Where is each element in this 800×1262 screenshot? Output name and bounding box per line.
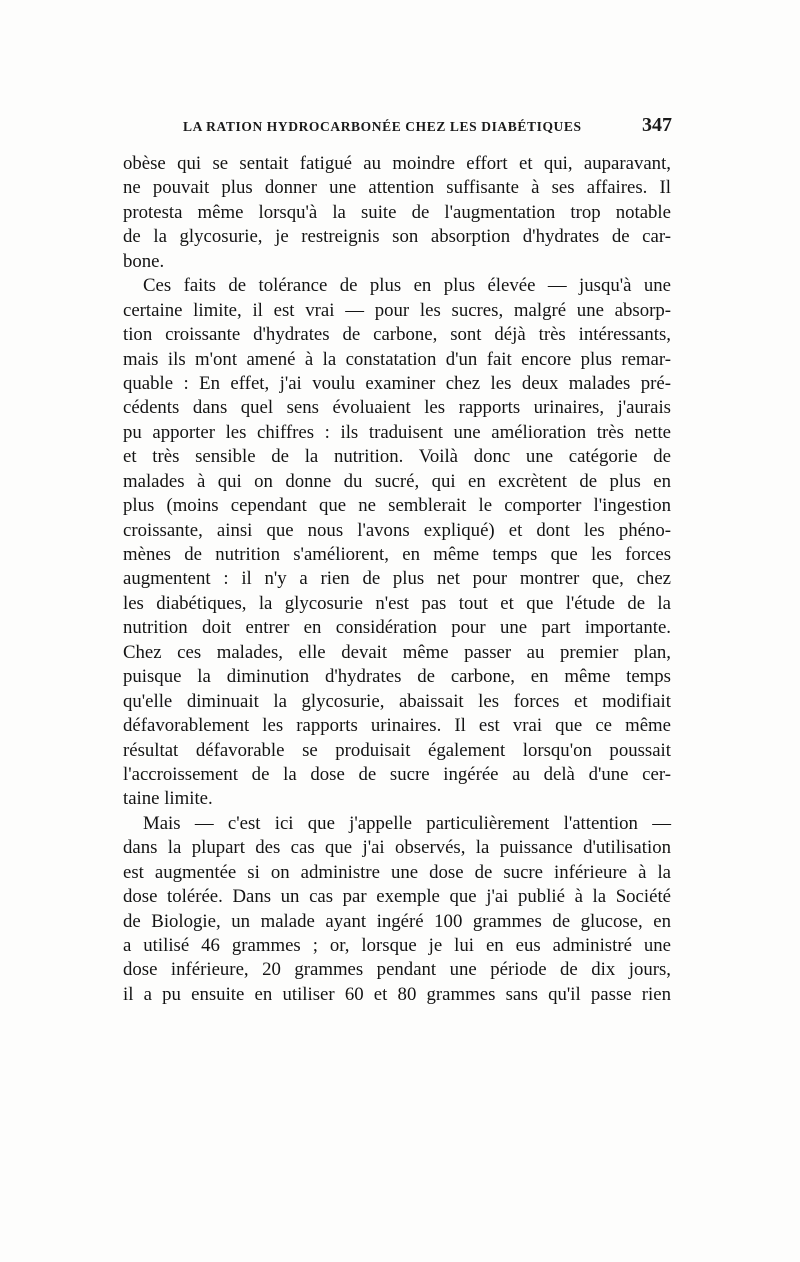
text-line: bone. (123, 250, 165, 272)
text-line: obèse qui se sentait fatigué au moindre effort et qui, auparavant, (123, 153, 671, 174)
text-line: nutrition doit entrer en considération pour une part importante. (123, 617, 671, 639)
text-line: dose tolérée. Dans un cas par exemple que j'ai publié à la Société (123, 886, 671, 908)
text-line: a utilisé 46 grammes ; or, lorsque je lui en eus administré une (123, 935, 671, 956)
text-line: mais ils m'ont amené à la constatation d'un fait encore plus remar- (123, 348, 671, 370)
text-line: plus (moins cependant que ne semblerait le comporter l'ingestion (123, 495, 671, 517)
text-line: dose inférieure, 20 grammes pendant une période de dix jours, (123, 959, 671, 981)
text-line: l'accroissement de la dose de sucre ingérée au delà d'une cer- (123, 763, 671, 785)
text-line: Chez ces malades, elle devait même passer au premier plan, (123, 641, 671, 663)
text-line: les diabétiques, la glycosurie n'est pas tout et que l'étude de la (123, 592, 671, 614)
text-line: taine limite. (123, 788, 213, 810)
text-line: qu'elle diminuait la glycosurie, abaissait les forces et modifiait (123, 690, 671, 712)
body-text (123, 152, 671, 1007)
text-line: il a pu ensuite en utiliser 60 et 80 grammes sans qu'il passe rien (123, 983, 671, 1005)
text-line: et très sensible de la nutrition. Voilà donc une catégorie de (123, 446, 671, 468)
text-line: défavorablement les rapports urinaires. Il est vrai que ce même (123, 715, 671, 737)
text-line: protesta même lorsqu'à la suite de l'augmentation trop notable (123, 201, 671, 223)
text-line: Ces faits de tolérance de plus en plus élevée — jusqu'à une (143, 275, 671, 297)
text-line: augmentent : il n'y a rien de plus net pour montrer que, chez (123, 568, 671, 590)
running-head (177, 112, 672, 136)
text-line: ne pouvait plus donner une attention suffisante à ses affaires. Il (123, 177, 671, 199)
text-line: résultat défavorable se produisait également lorsqu'on poussait (123, 739, 671, 761)
text-line: dans la plupart des cas que j'ai observés, la puissance d'utilisation (123, 837, 671, 859)
page-number: 347 (642, 114, 672, 136)
text-line: est augmentée si on administre une dose de sucre inférieure à la (123, 861, 671, 883)
text-line: Mais — c'est ici que j'appelle particulièrement l'attention — (143, 812, 671, 834)
text-line: quable : En effet, j'ai voulu examiner chez les deux malades pré- (123, 372, 671, 394)
text-line: cédents dans quel sens évoluaient les rapports urinaires, j'aurais (123, 397, 671, 419)
text-line: pu apporter les chiffres : ils traduisent une amélioration très nette (123, 421, 671, 443)
text-line: de Biologie, un malade ayant ingéré 100 grammes de glucose, en (123, 910, 671, 932)
text-line: tion croissante d'hydrates de carbone, sont déjà très intéressants, (123, 324, 671, 346)
text-line: puisque la diminution d'hydrates de carbone, en même temps (123, 666, 671, 688)
running-title: LA RATION HYDROCARBONÉE CHEZ LES DIABÉTIQUES (183, 119, 582, 134)
text-line: croissante, ainsi que nous l'avons expliqué) et dont les phéno- (123, 519, 671, 541)
text-line: mènes de nutrition s'améliorent, en même temps que les forces (123, 544, 671, 565)
text-line: de la glycosurie, je restreignis son absorption d'hydrates de car- (123, 226, 671, 248)
text-line: certaine limite, il est vrai — pour les sucres, malgré une absorp- (123, 299, 671, 321)
text-line: malades à qui on donne du sucré, qui en excrètent de plus en (123, 470, 671, 492)
